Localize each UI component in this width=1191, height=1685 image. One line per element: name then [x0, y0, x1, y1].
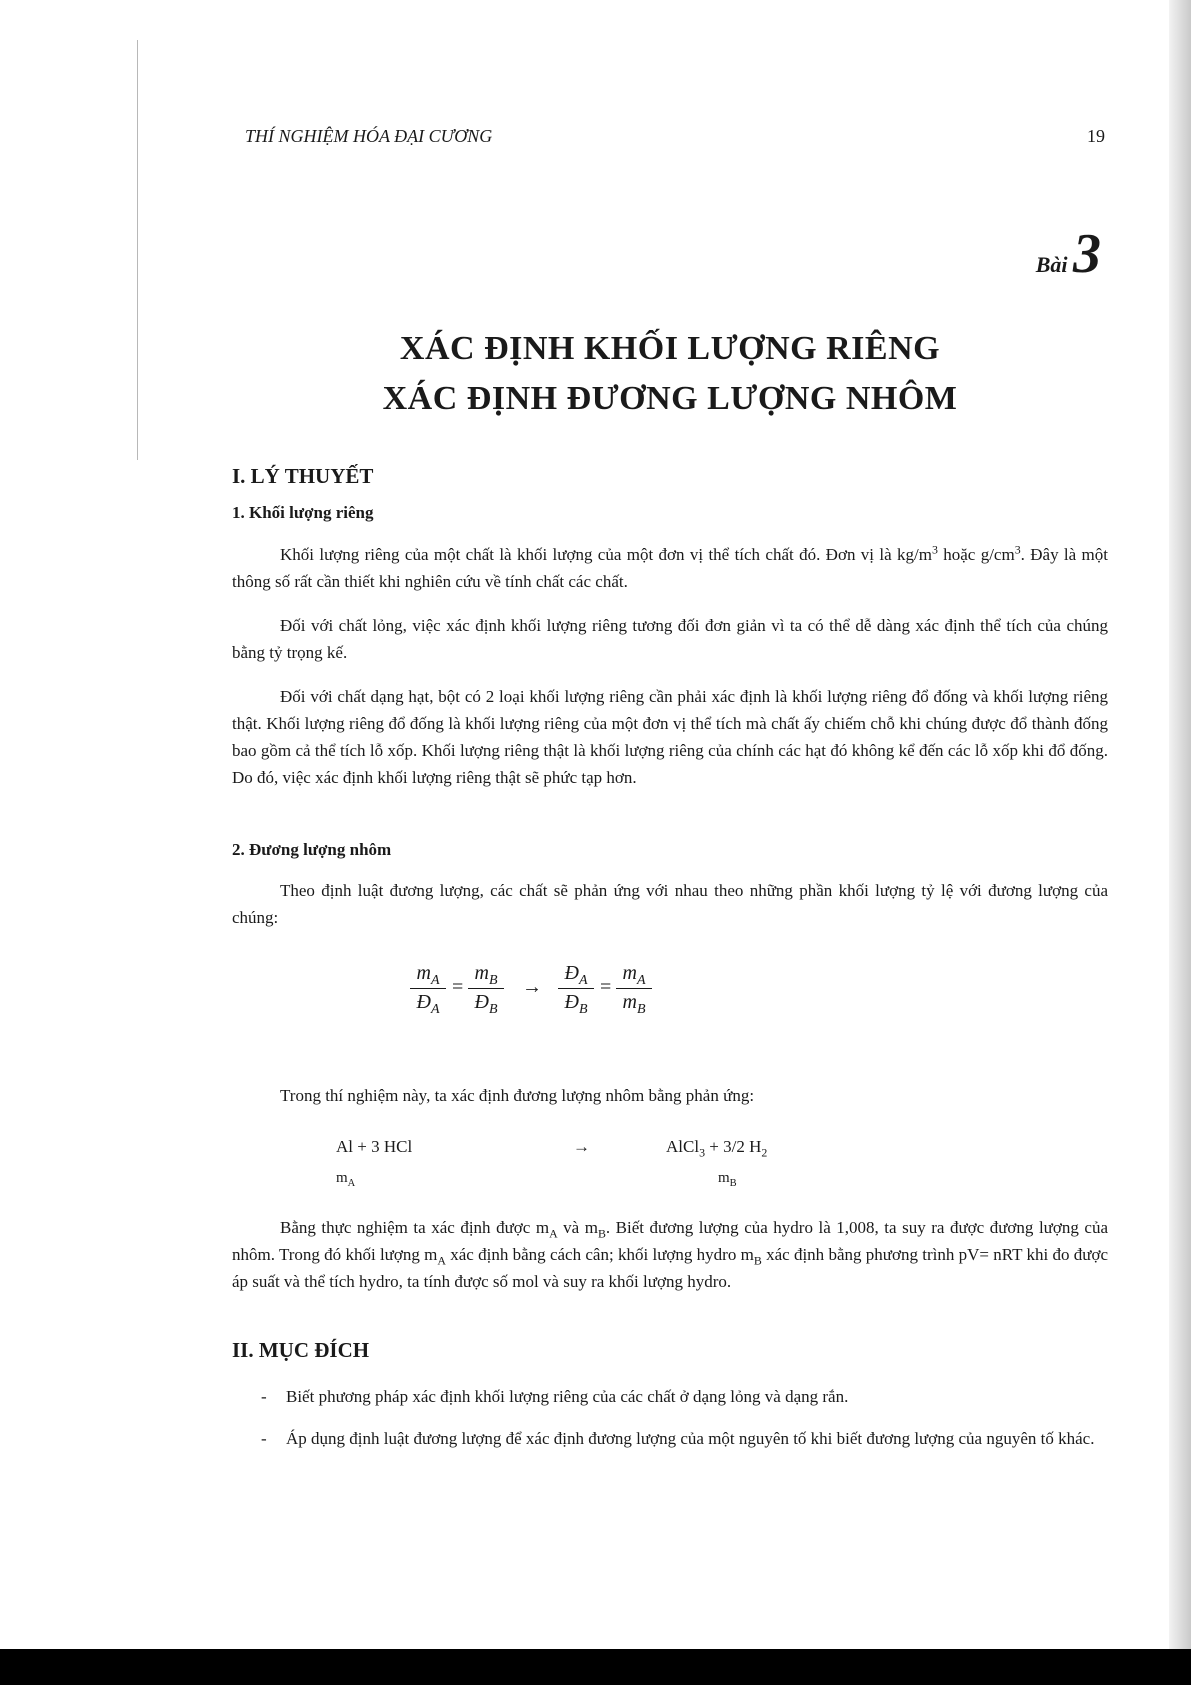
- lesson-label: [1036, 222, 1101, 286]
- fraction-mB-over-DB: $\frac{m_B}{Đ_B}$: [468, 962, 504, 1017]
- equivalent-paragraph-1: Theo định luật đương lượng, các chất sẽ phản ứng với nhau theo những phần khối lượng tỷ lệ với đương lượng của chúng:: [232, 881, 1108, 927]
- equivalent-paragraph-2: Trong thí nghiệm này, ta xác định đương lượng nhôm bằng phản ứng:: [280, 1086, 755, 1105]
- reaction-arrow: →: [573, 1137, 590, 1156]
- page-title-line-2: XÁC ĐỊNH ĐƯƠNG LƯỢNG NHÔM: [382, 380, 958, 417]
- reaction-products: AlCl$_3$ + 3/2 $H_2$: [666, 1137, 768, 1160]
- reaction-reactants: Al + 3 HCl: [336, 1137, 413, 1156]
- fraction-mA-over-mB: $\frac{m_A}{m_B}$: [616, 962, 652, 1017]
- lesson-word: Bài: [1035, 252, 1068, 277]
- page-title-line-1: XÁC ĐỊNH KHỐI LƯỢNG RIÊNG: [399, 330, 941, 367]
- running-header: [245, 126, 1105, 150]
- density-paragraph-1: Khối lượng riêng của một chất là khối lượng của một đơn vị thể tích chất đó. Đơn vị là $kg/m^3$ hoặc $g/cm^3$. Đây là một thông số rất cần thiết khi nghiên cứu về tính chất các chất.: [232, 542, 1108, 591]
- purpose-item: - Biết phương pháp xác định khối lượng riêng của các chất ở dạng lỏng và dạng rắn.: [286, 1383, 1108, 1410]
- page-edge: [1169, 0, 1191, 1685]
- binding-line: [137, 40, 138, 460]
- section-theory-heading: I. LÝ THUYẾT: [232, 464, 374, 488]
- fraction-DA-over-DB: $\frac{Đ_A}{Đ_B}$: [558, 962, 594, 1017]
- subsection-density-heading: 1. Khối lượng riêng: [232, 503, 374, 522]
- fraction-mA-over-DA: $\frac{m_A}{Đ_A}$: [410, 962, 446, 1017]
- subsection-equivalent-heading: 2. Đương lượng nhôm: [232, 840, 392, 859]
- section-purpose-heading: II. MỤC ĐÍCH: [232, 1338, 370, 1362]
- page-number: 19: [1087, 126, 1105, 146]
- scan-bottom-border: [0, 1649, 1191, 1685]
- mass-label-A: $m_A$: [336, 1170, 356, 1189]
- equivalent-paragraph-3: Bằng thực nghiệm ta xác định được $m_A$ và $m_B$. Biết đương lượng của hydro là 1,008, ta suy ra được đương lượng của nhôm. Trong đó khối lượng $m_A$ xác định bằng cách cân; khối lượng hydro $m_B$ xác định bằng phương trình pV= nRT khi đo được áp suất và thể tích hydro, ta tính được số mol và suy ra khối lượng hydro.: [232, 1218, 1108, 1291]
- equals-sign: =: [600, 976, 612, 998]
- equals-sign: =: [452, 976, 464, 998]
- mass-label-B: $m_B$: [718, 1170, 737, 1189]
- bullet-dash: -: [261, 1387, 267, 1406]
- equivalent-law-formula: [410, 962, 810, 1022]
- density-paragraph-2: Đối với chất lỏng, việc xác định khối lượng riêng tương đối đơn giản vì ta có thể dễ dàng xác định thể tích của chúng bằng tỷ trọng kế.: [232, 616, 1108, 662]
- implies-arrow: →: [522, 976, 542, 998]
- book-title: THÍ NGHIỆM HÓA ĐẠI CƯƠNG: [245, 126, 493, 146]
- lesson-number: 3: [1073, 223, 1101, 285]
- purpose-item: - Áp dụng định luật đương lượng để xác định đương lượng của một nguyên tố khi biết đương lượng của nguyên tố khác.: [286, 1425, 1108, 1452]
- bullet-dash: -: [261, 1429, 267, 1448]
- density-paragraph-3: Đối với chất dạng hạt, bột có 2 loại khối lượng riêng cần phải xác định là khối lượng riêng đổ đống và khối lượng riêng thật. Khối lượng riêng đổ đống là khối lượng riêng của một đơn vị thể tích mà chất ấy chiếm chỗ khi chúng được đổ thành đống bao gồm cả thể tích lỗ xốp. Khối lượng riêng thật là khối lượng riêng của chính các hạt đó không kể đến các lỗ xốp khi đổ đống. Do đó, việc xác định khối lượng riêng thật sẽ phức tạp hơn.: [232, 687, 1108, 787]
